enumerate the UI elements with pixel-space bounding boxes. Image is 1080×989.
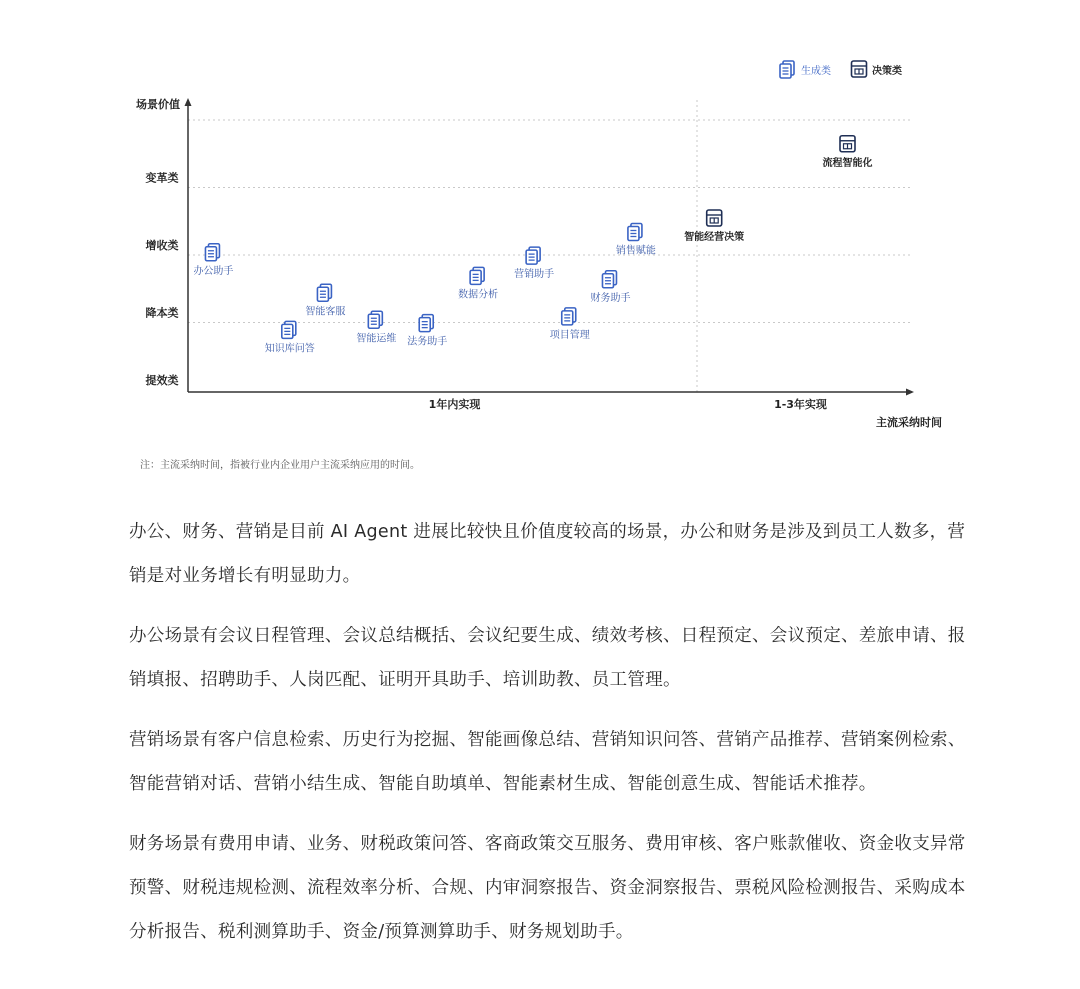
point-document-icon: [205, 244, 219, 261]
chart-footnote: 注：主流采纳时间，指被行业内企业用户主流采纳应用的时间。: [140, 460, 420, 471]
legend-label: 生成类: [801, 66, 831, 77]
point-label: 智能客服: [305, 306, 346, 318]
y-tick-label: 提效类: [145, 374, 179, 387]
x-tick-label: 1-3年实现: [774, 398, 827, 411]
x-tick-label: 1年内实现: [428, 398, 481, 411]
legend-document-icon: [780, 61, 794, 78]
paragraph-finance: 财务场景有费用申请、业务、财税政策问答、客商政策交互服务、费用审核、客户账款催收、资金收支异常预警、财税违规检测、流程效率分析、合规、内审洞察报告、资金洞察报告、票税风险检测报告、采购成本分析报告、税利测算助手、资金/预算测算助手、财务规划助手。: [129, 834, 966, 942]
point-document-icon: [419, 315, 433, 332]
point-document-icon: [368, 311, 382, 328]
point-table-icon: [707, 210, 722, 226]
point-label: 流程智能化: [822, 157, 873, 169]
point-document-icon: [470, 267, 484, 284]
point-document-icon: [282, 321, 296, 338]
point-document-icon: [317, 284, 331, 301]
chart: [0, 0, 1080, 480]
point-document-icon: [628, 224, 642, 241]
point-document-icon: [526, 247, 540, 264]
y-axis-arrow: [185, 98, 192, 106]
point-document-icon: [562, 308, 576, 325]
point-label: 营销助手: [514, 269, 555, 281]
point-table-icon: [840, 136, 855, 152]
y-tick-label: 增收类: [145, 239, 179, 252]
legend-label: 决策类: [872, 66, 902, 77]
paragraph-marketing: 营销场景有客户信息检索、历史行为挖掘、智能画像总结、营销知识问答、营销产品推荐、营销案例检索、智能营销对话、营销小结生成、智能自助填单、智能素材生成、智能创意生成、智能话术推荐。: [129, 730, 966, 794]
article-body: [129, 510, 979, 970]
point-label: 办公助手: [193, 265, 234, 277]
y-tick-label: 降本类: [145, 306, 179, 320]
point-document-icon: [602, 271, 616, 288]
paragraph-office: 办公场景有会议日程管理、会议总结概括、会议纪要生成、绩效考核、日程预定、会议预定、差旅申请、报销填报、招聘助手、人岗匹配、证明开具助手、培训助教、员工管理。: [129, 626, 966, 690]
point-label: 销售赋能: [615, 245, 656, 257]
x-axis-arrow: [906, 389, 914, 396]
point-label: 知识库问答: [264, 343, 315, 355]
paragraph-overview: 办公、财务、营销是目前 AI Agent 进展比较快且价值度较高的场景，办公和财务是涉及到员工人数多，营销是对业务增长有明显助力。: [129, 522, 966, 586]
point-label: 财务助手: [590, 292, 631, 304]
y-tick-label: 变革类: [145, 171, 179, 185]
point-label: 智能经营决策: [684, 232, 745, 243]
y-axis-title: 场景价值: [136, 98, 180, 111]
point-label: 法务助手: [407, 336, 448, 348]
legend-table-icon: [852, 61, 867, 77]
x-axis-title: 主流采纳时间: [876, 416, 942, 429]
point-label: 数据分析: [458, 289, 499, 301]
point-label: 项目管理: [549, 329, 590, 341]
point-label: 智能运维: [356, 333, 397, 345]
